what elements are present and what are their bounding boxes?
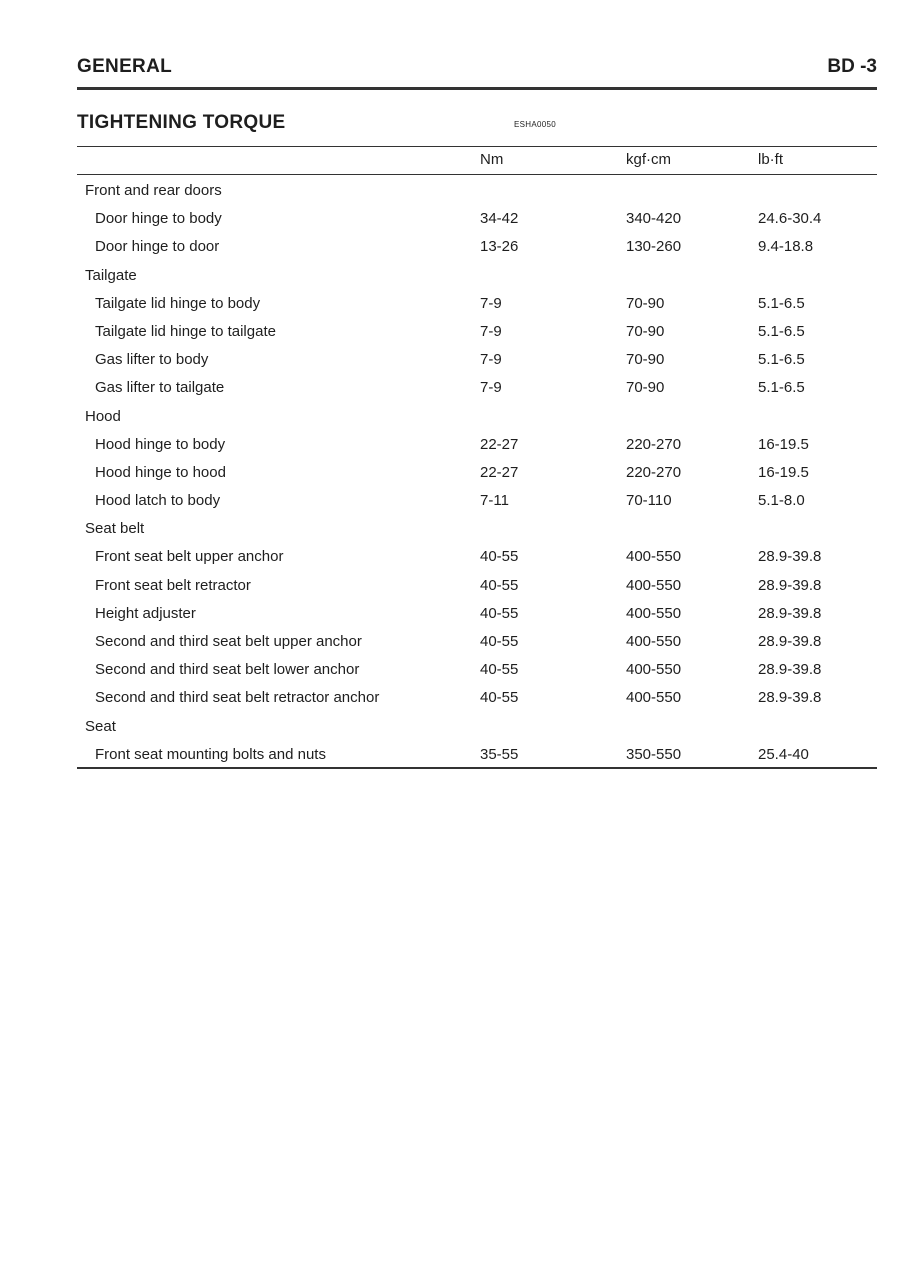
table-row bbox=[0, 317, 911, 345]
table-row bbox=[0, 430, 911, 458]
item-label: Second and third seat belt retractor anchor bbox=[95, 689, 380, 707]
torque-lb-ft: 28.9-39.8 bbox=[758, 661, 822, 679]
torque-nm: 7-9 bbox=[480, 379, 502, 397]
torque-nm: 35-55 bbox=[480, 745, 519, 763]
torque-kgf-cm: 400-550 bbox=[626, 604, 682, 622]
column-header-kgf-cm: kgf·cm bbox=[626, 151, 671, 168]
torque-nm: 22-27 bbox=[480, 463, 519, 481]
torque-lb-ft: 28.9-39.8 bbox=[758, 548, 822, 566]
torque-kgf-cm: 400-550 bbox=[626, 633, 682, 650]
category-label: Front and rear doors bbox=[85, 182, 222, 199]
torque-lb-ft: 16-19.5 bbox=[758, 463, 809, 481]
table-row bbox=[0, 373, 911, 401]
table-row bbox=[0, 740, 911, 768]
category-label: Tailgate bbox=[85, 266, 137, 284]
section-title: TIGHTENING TORQUE bbox=[77, 112, 286, 133]
table-row bbox=[0, 683, 911, 711]
torque-lb-ft: 28.9-39.8 bbox=[758, 604, 822, 622]
torque-kgf-cm: 400-550 bbox=[626, 548, 682, 566]
torque-lb-ft: 5.1-8.0 bbox=[758, 492, 805, 510]
torque-nm: 34-42 bbox=[480, 210, 519, 228]
torque-kgf-cm: 70-90 bbox=[626, 379, 665, 397]
table-row bbox=[0, 599, 911, 627]
torque-nm: 13-26 bbox=[480, 238, 519, 256]
torque-nm: 40-55 bbox=[480, 633, 519, 650]
table-row bbox=[0, 458, 911, 486]
table-category-row bbox=[0, 712, 911, 740]
torque-nm: 40-55 bbox=[480, 604, 519, 622]
item-label: Hood latch to body bbox=[95, 492, 221, 510]
torque-nm: 7-9 bbox=[480, 294, 502, 312]
torque-kgf-cm: 400-550 bbox=[626, 689, 682, 707]
table-row bbox=[0, 232, 911, 260]
table-row bbox=[0, 571, 911, 599]
item-label: Tailgate lid hinge to body bbox=[95, 294, 261, 312]
torque-kgf-cm: 400-550 bbox=[626, 661, 682, 679]
torque-nm: 7-11 bbox=[480, 492, 509, 510]
torque-table-body bbox=[0, 176, 911, 768]
column-header-nm: Nm bbox=[480, 151, 504, 168]
table-bottom-rule bbox=[77, 767, 877, 769]
torque-lb-ft: 28.9-39.8 bbox=[758, 576, 822, 594]
table-category-row bbox=[0, 514, 911, 542]
table-row bbox=[0, 486, 911, 514]
item-label: Hood hinge to hood bbox=[95, 463, 226, 481]
torque-lb-ft: 24.6-30.4 bbox=[758, 210, 822, 228]
table-row bbox=[0, 627, 911, 655]
torque-nm: 7-9 bbox=[480, 351, 502, 369]
torque-lb-ft: 9.4-18.8 bbox=[758, 238, 814, 256]
table-category-row bbox=[0, 261, 911, 289]
header-divider bbox=[77, 87, 877, 90]
item-label: Second and third seat belt upper anchor bbox=[95, 633, 362, 650]
table-category-row bbox=[0, 176, 911, 204]
torque-nm: 40-55 bbox=[480, 689, 519, 707]
category-label: Seat belt bbox=[85, 520, 145, 538]
table-header-rule bbox=[77, 174, 877, 175]
item-label: Gas lifter to body bbox=[95, 351, 209, 369]
item-label: Front seat belt retractor bbox=[95, 576, 251, 594]
torque-lb-ft: 5.1-6.5 bbox=[758, 322, 805, 340]
torque-kgf-cm: 70-90 bbox=[626, 351, 665, 369]
torque-kgf-cm: 70-90 bbox=[626, 322, 665, 340]
torque-lb-ft: 5.1-6.5 bbox=[758, 351, 805, 369]
table-category-row bbox=[0, 402, 911, 430]
torque-lb-ft: 5.1-6.5 bbox=[758, 379, 805, 397]
header-title: GENERAL bbox=[77, 56, 172, 77]
category-label: Seat bbox=[85, 717, 116, 735]
torque-nm: 7-9 bbox=[480, 322, 502, 340]
page-number: BD -3 bbox=[827, 56, 877, 77]
table-row bbox=[0, 289, 911, 317]
torque-nm: 40-55 bbox=[480, 661, 519, 679]
item-label: Front seat belt upper anchor bbox=[95, 548, 284, 566]
torque-kgf-cm: 130-260 bbox=[626, 238, 682, 256]
torque-kgf-cm: 340-420 bbox=[626, 210, 682, 228]
torque-lb-ft: 28.9-39.8 bbox=[758, 633, 822, 650]
torque-lb-ft: 28.9-39.8 bbox=[758, 689, 822, 707]
torque-lb-ft: 16-19.5 bbox=[758, 435, 809, 453]
table-row bbox=[0, 542, 911, 570]
item-label: Gas lifter to tailgate bbox=[95, 379, 225, 397]
torque-kgf-cm: 220-270 bbox=[626, 463, 682, 481]
item-label: Door hinge to door bbox=[95, 238, 220, 256]
torque-kgf-cm: 70-110 bbox=[626, 492, 672, 510]
torque-kgf-cm: 400-550 bbox=[626, 576, 682, 594]
torque-nm: 40-55 bbox=[480, 548, 519, 566]
table-row bbox=[0, 204, 911, 232]
item-label: Door hinge to body bbox=[95, 210, 222, 228]
torque-kgf-cm: 350-550 bbox=[626, 745, 682, 763]
item-label: Hood hinge to body bbox=[95, 435, 226, 453]
item-label: Front seat mounting bolts and nuts bbox=[95, 745, 326, 763]
torque-lb-ft: 25.4-40 bbox=[758, 745, 809, 763]
torque-lb-ft: 5.1-6.5 bbox=[758, 294, 805, 312]
table-row bbox=[0, 655, 911, 683]
column-header-lb-ft: lb·ft bbox=[758, 151, 784, 168]
item-label: Tailgate lid hinge to tailgate bbox=[95, 322, 276, 340]
table-top-rule bbox=[77, 146, 877, 147]
table-row bbox=[0, 345, 911, 373]
torque-kgf-cm: 220-270 bbox=[626, 435, 682, 453]
category-label: Hood bbox=[85, 407, 121, 425]
torque-nm: 40-55 bbox=[480, 576, 519, 594]
document-code: ESHA0050 bbox=[514, 120, 556, 129]
item-label: Second and third seat belt lower anchor bbox=[95, 661, 360, 679]
torque-nm: 22-27 bbox=[480, 435, 519, 453]
torque-kgf-cm: 70-90 bbox=[626, 294, 665, 312]
item-label: Height adjuster bbox=[95, 604, 196, 622]
